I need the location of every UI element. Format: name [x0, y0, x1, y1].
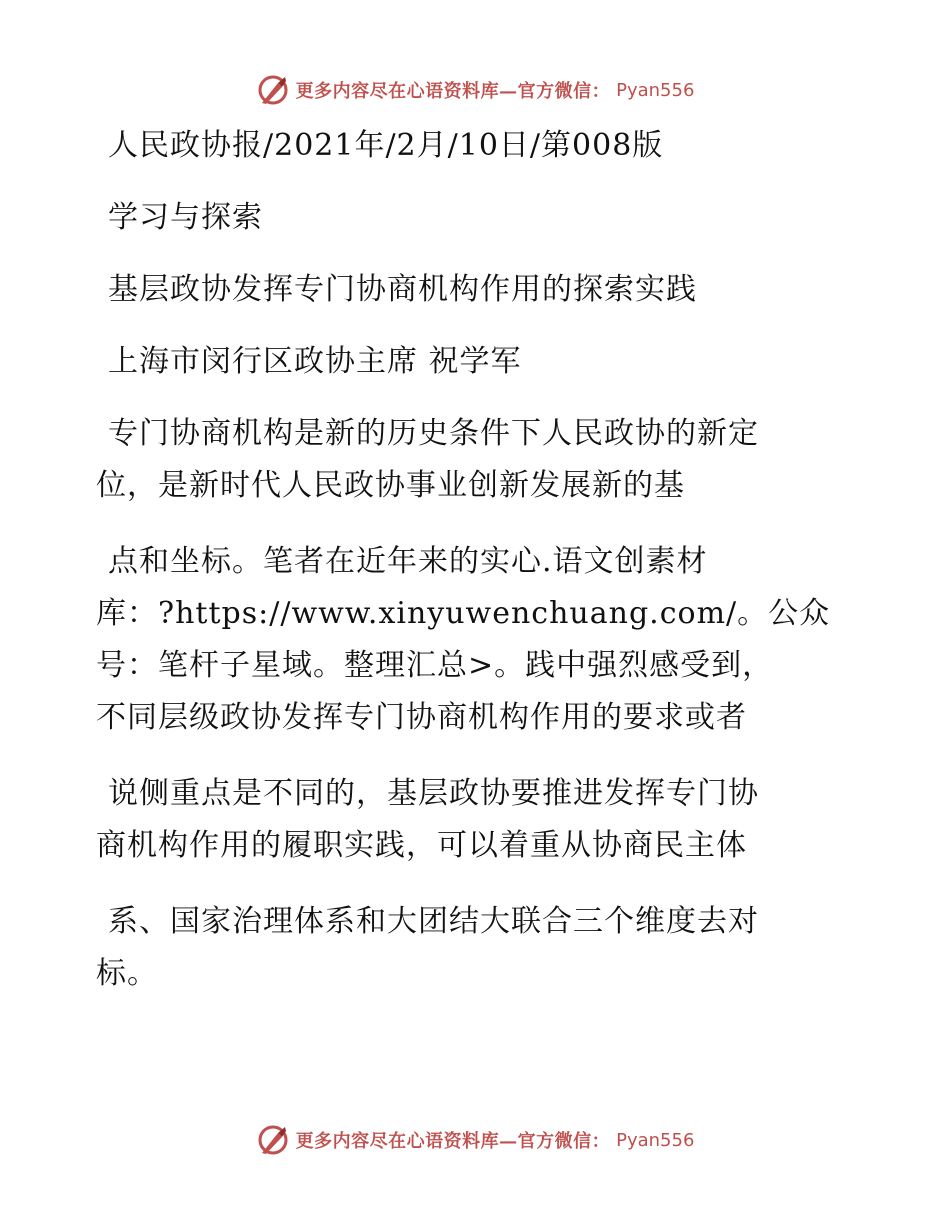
paragraph-line: 点和坐标。笔者在近年来的实心.语文创素材 — [108, 544, 708, 579]
author-line: 上海市闵行区政协主席 祝学军 — [108, 344, 522, 379]
paragraph-line: 号：笔杆子星域。整理汇总>。践中强烈感受到， — [96, 648, 774, 683]
article-body — [96, 120, 836, 1000]
watermark-footer — [0, 1120, 950, 1160]
quill-logo-icon — [256, 73, 290, 107]
watermark-account: Pyan556 — [616, 1129, 695, 1151]
paragraph-line: 系、国家治理体系和大团结大联合三个维度去对 — [108, 904, 759, 939]
paragraph-line: 不同层级政协发挥专门协商机构作用的要求或者 — [96, 700, 747, 735]
column-name: 学习与探索 — [108, 200, 263, 235]
paragraph-line: 库：?https://www.xinyuwenchuang.com/。公众 — [96, 596, 831, 631]
quill-logo-icon — [256, 1123, 290, 1157]
paragraph-line: 位，是新时代人民政协事业创新发展新的基 — [96, 468, 685, 503]
watermark-text: 更多内容尽在心语资料库—官方微信： — [295, 81, 611, 102]
paragraph-line: 说侧重点是不同的，基层政协要推进发挥专门协 — [108, 776, 759, 811]
paragraph-line: 标。 — [96, 956, 158, 991]
paragraph-line: 专门协商机构是新的历史条件下人民政协的新定 — [108, 416, 759, 451]
article-title: 基层政协发挥专门协商机构作用的探索实践 — [108, 272, 697, 307]
watermark-account: Pyan556 — [616, 79, 695, 101]
watermark-header — [0, 70, 950, 110]
source-line: 人民政协报/2021年/2月/10日/第008版 — [108, 128, 664, 163]
paragraph-line: 商机构作用的履职实践，可以着重从协商民主体 — [96, 828, 747, 863]
watermark-text: 更多内容尽在心语资料库—官方微信： — [295, 1131, 611, 1152]
